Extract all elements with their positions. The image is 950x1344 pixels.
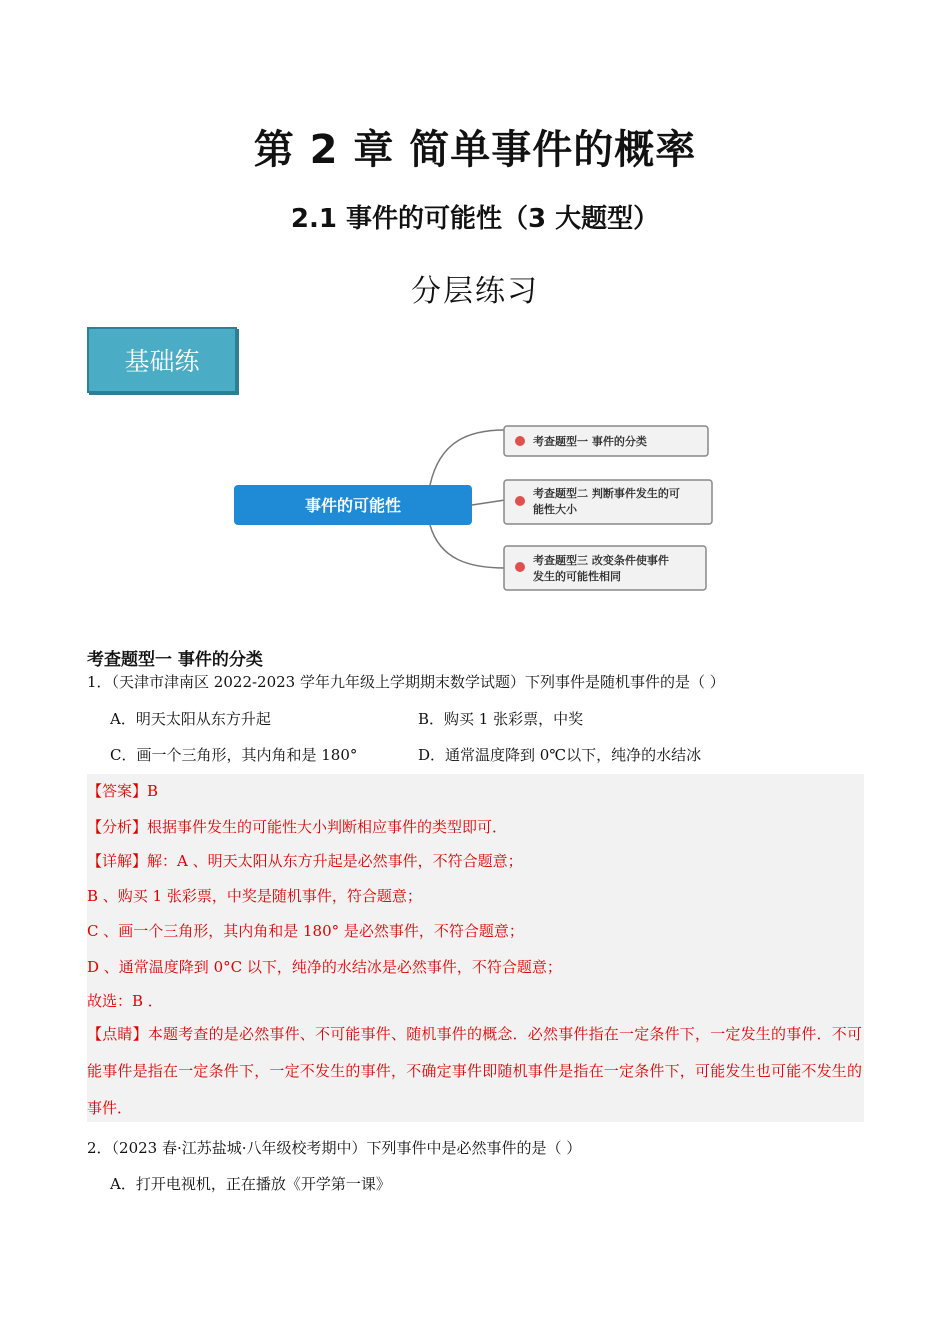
- detail-line-1: [87, 850, 523, 871]
- type1-heading: 考查题型一 事件的分类: [87, 650, 263, 670]
- question-1-stem: 1．（天津市津南区 2022-2023 学年九年级上学期期末数学试题）下列事件是随机事件的是（ ）: [87, 673, 725, 691]
- level-tag: 基础练: [87, 327, 237, 393]
- mindmap-connector: [472, 500, 505, 505]
- answer-line: [87, 780, 158, 801]
- detail-line-3: C 、画一个三角形，其内角和是 180° 是必然事件，不符合题意；: [87, 922, 524, 940]
- detail-line-2: B 、购买 1 张彩票，中奖是随机事件，符合题意；: [87, 887, 422, 905]
- branch-2-label-line1: 考查题型二 判断事件发生的可: [533, 487, 680, 500]
- answer-label: 【答案】: [87, 782, 148, 800]
- comment-label: 【点睛】: [87, 1025, 148, 1043]
- mindmap: [0, 410, 950, 610]
- branch-3-label-line2: 发生的可能性相同: [533, 570, 621, 583]
- question-2-stem: 2．（2023 春·江苏盐城·八年级校考期中）下列事件中是必然事件的是（ ）: [87, 1139, 582, 1157]
- section-title: 2.1 事件的可能性（3 大题型）: [290, 204, 660, 234]
- detail-text-1: 解：A 、明天太阳从东方升起是必然事件，不符合题意；: [147, 852, 523, 870]
- branch-bullet-icon: [515, 436, 525, 446]
- mindmap-center-label: 事件的可能性: [304, 496, 402, 515]
- q1-option-a: A．明天太阳从东方升起: [110, 710, 271, 728]
- q1-option-d: D．通常温度降到 0℃以下，纯净的水结冰: [418, 746, 702, 764]
- analysis-label: 【分析】: [87, 818, 148, 836]
- branch-3-label-line1: 考查题型三 改变条件使事件: [533, 554, 669, 567]
- detail-line-4: D 、通常温度降到 0°C 以下，纯净的水结冰是必然事件，不符合题意；: [87, 958, 562, 976]
- detail-label: 【详解】: [87, 852, 148, 870]
- comment-paragraph: [87, 1016, 862, 1127]
- analysis-line: [87, 816, 507, 837]
- chapter-title: 第 2 章 简单事件的概率: [253, 127, 697, 173]
- analysis-text: 根据事件发生的可能性大小判断相应事件的类型即可．: [147, 818, 508, 836]
- comment-text: 本题考查的是必然事件、不可能事件、随机事件的概念．必然事件指在一定条件下，一定发生的事件．不可能事件是指在一定条件下，一定不发生的事件，不确定事件即随机事件是指在一定条件下，可能发生也可能不发生的事件．: [87, 1025, 862, 1117]
- q2-option-a: A．打开电视机，正在播放《开学第一课》: [110, 1175, 391, 1193]
- branch-bullet-icon: [515, 562, 525, 572]
- mindmap-connector: [430, 525, 505, 568]
- answer-value: B: [147, 782, 159, 800]
- sub-title: 分层练习: [411, 274, 539, 309]
- branch-2-label-line2: 能性大小: [533, 503, 577, 516]
- mindmap-connector: [430, 430, 505, 485]
- mindmap-branch-3: [504, 546, 706, 590]
- q1-option-c: C．画一个三角形，其内角和是 180°: [110, 746, 358, 764]
- q1-option-b: B．购买 1 张彩票，中奖: [418, 710, 584, 728]
- branch-bullet-icon: [515, 496, 525, 506]
- choose-line: 故选：B ．: [87, 992, 163, 1010]
- branch-1-label: 考查题型一 事件的分类: [533, 435, 647, 448]
